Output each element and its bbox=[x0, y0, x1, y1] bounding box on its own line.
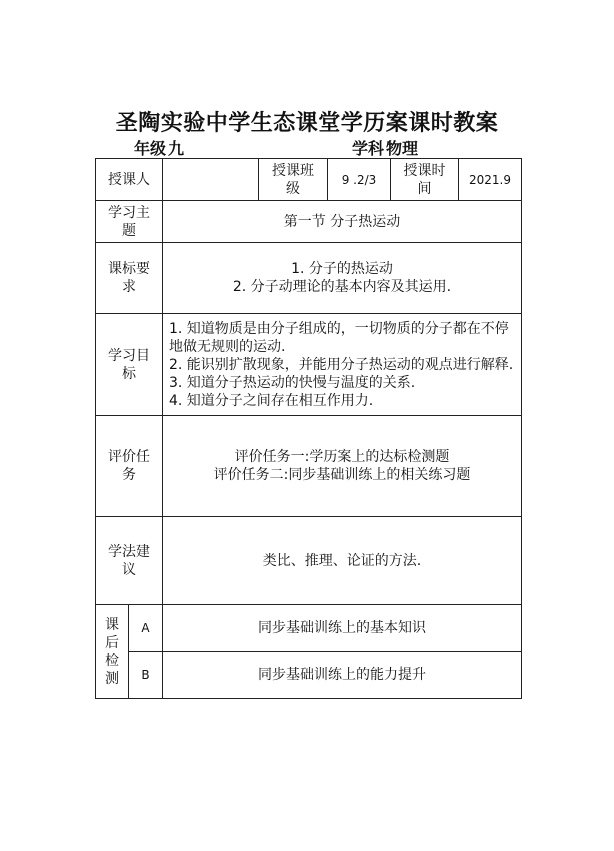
method-row bbox=[96, 517, 522, 605]
topic-label-text: 学习主题 bbox=[108, 204, 150, 239]
page-title: 圣陶实验中学生态课堂学历案课时教案 bbox=[115, 110, 499, 136]
teacher-value bbox=[163, 159, 259, 201]
after-class-value: 同步基础训练上的能力提升 bbox=[163, 652, 522, 699]
goal-item: 2. 能识别扩散现象，并能用分子热运动的观点进行解释. bbox=[169, 356, 514, 373]
goal-item: 1. 知道物质是由分子组成的，一切物质的分子都在不停地做无规则的运动. bbox=[169, 320, 509, 355]
subject-field bbox=[352, 136, 482, 159]
after-class-row-b bbox=[96, 652, 522, 699]
after-class-row-a bbox=[96, 605, 522, 652]
standards-list bbox=[163, 243, 522, 314]
standards-label bbox=[96, 243, 163, 314]
topic-row bbox=[96, 201, 522, 243]
goals-label bbox=[96, 314, 163, 416]
after-class-key: B bbox=[129, 652, 163, 699]
evaluation-label bbox=[96, 416, 163, 517]
evaluation-list bbox=[163, 416, 522, 517]
grade-label: 年级 bbox=[134, 139, 167, 158]
after-class-key: A bbox=[129, 605, 163, 652]
evaluation-item: 评价任务二:同步基础训练上的相关练习题 bbox=[213, 467, 471, 483]
subject-label: 学科 bbox=[352, 139, 385, 158]
lesson-plan-table bbox=[95, 158, 522, 699]
after-class-label-text: 课后检测 bbox=[105, 616, 119, 687]
goals-row bbox=[96, 314, 522, 416]
after-class-label bbox=[96, 605, 129, 699]
info-row bbox=[96, 159, 522, 201]
standards-item: 1. 分子的热运动 bbox=[291, 261, 393, 277]
after-class-value: 同步基础训练上的基本知识 bbox=[163, 605, 522, 652]
time-value: 2021.9 bbox=[459, 159, 522, 201]
standards-label-text: 课标要求 bbox=[108, 261, 150, 295]
topic-label bbox=[96, 201, 163, 243]
teacher-label: 授课人 bbox=[96, 159, 163, 201]
evaluation-item: 评价任务一:学历案上的达标检测题 bbox=[234, 449, 450, 465]
class-label-text: 授课班级 bbox=[272, 162, 314, 197]
standards-item: 2. 分子动理论的基本内容及其运用. bbox=[232, 279, 452, 295]
evaluation-row bbox=[96, 416, 522, 517]
topic-value: 第一节 分子热运动 bbox=[163, 201, 522, 243]
standards-row bbox=[96, 243, 522, 314]
goals-label-text: 学习目标 bbox=[108, 347, 150, 382]
method-label bbox=[96, 517, 163, 605]
class-label bbox=[259, 159, 328, 201]
method-label-text: 学法建议 bbox=[108, 543, 150, 578]
time-label bbox=[391, 159, 459, 201]
subject-value: 物理 bbox=[384, 140, 482, 159]
time-label-text: 授课时间 bbox=[403, 162, 446, 197]
goals-list bbox=[163, 314, 522, 416]
goal-item: 4. 知道分子之间存在相互作用力. bbox=[169, 392, 374, 409]
grade-field bbox=[134, 136, 232, 159]
grade-value: 九 bbox=[166, 140, 232, 159]
evaluation-label-text: 评价任务 bbox=[108, 449, 150, 483]
class-value: 9 .2/3 bbox=[328, 159, 391, 201]
method-value: 类比、推理、论证的方法. bbox=[163, 517, 522, 605]
goal-item: 3. 知道分子热运动的快慢与温度的关系. bbox=[169, 374, 416, 391]
